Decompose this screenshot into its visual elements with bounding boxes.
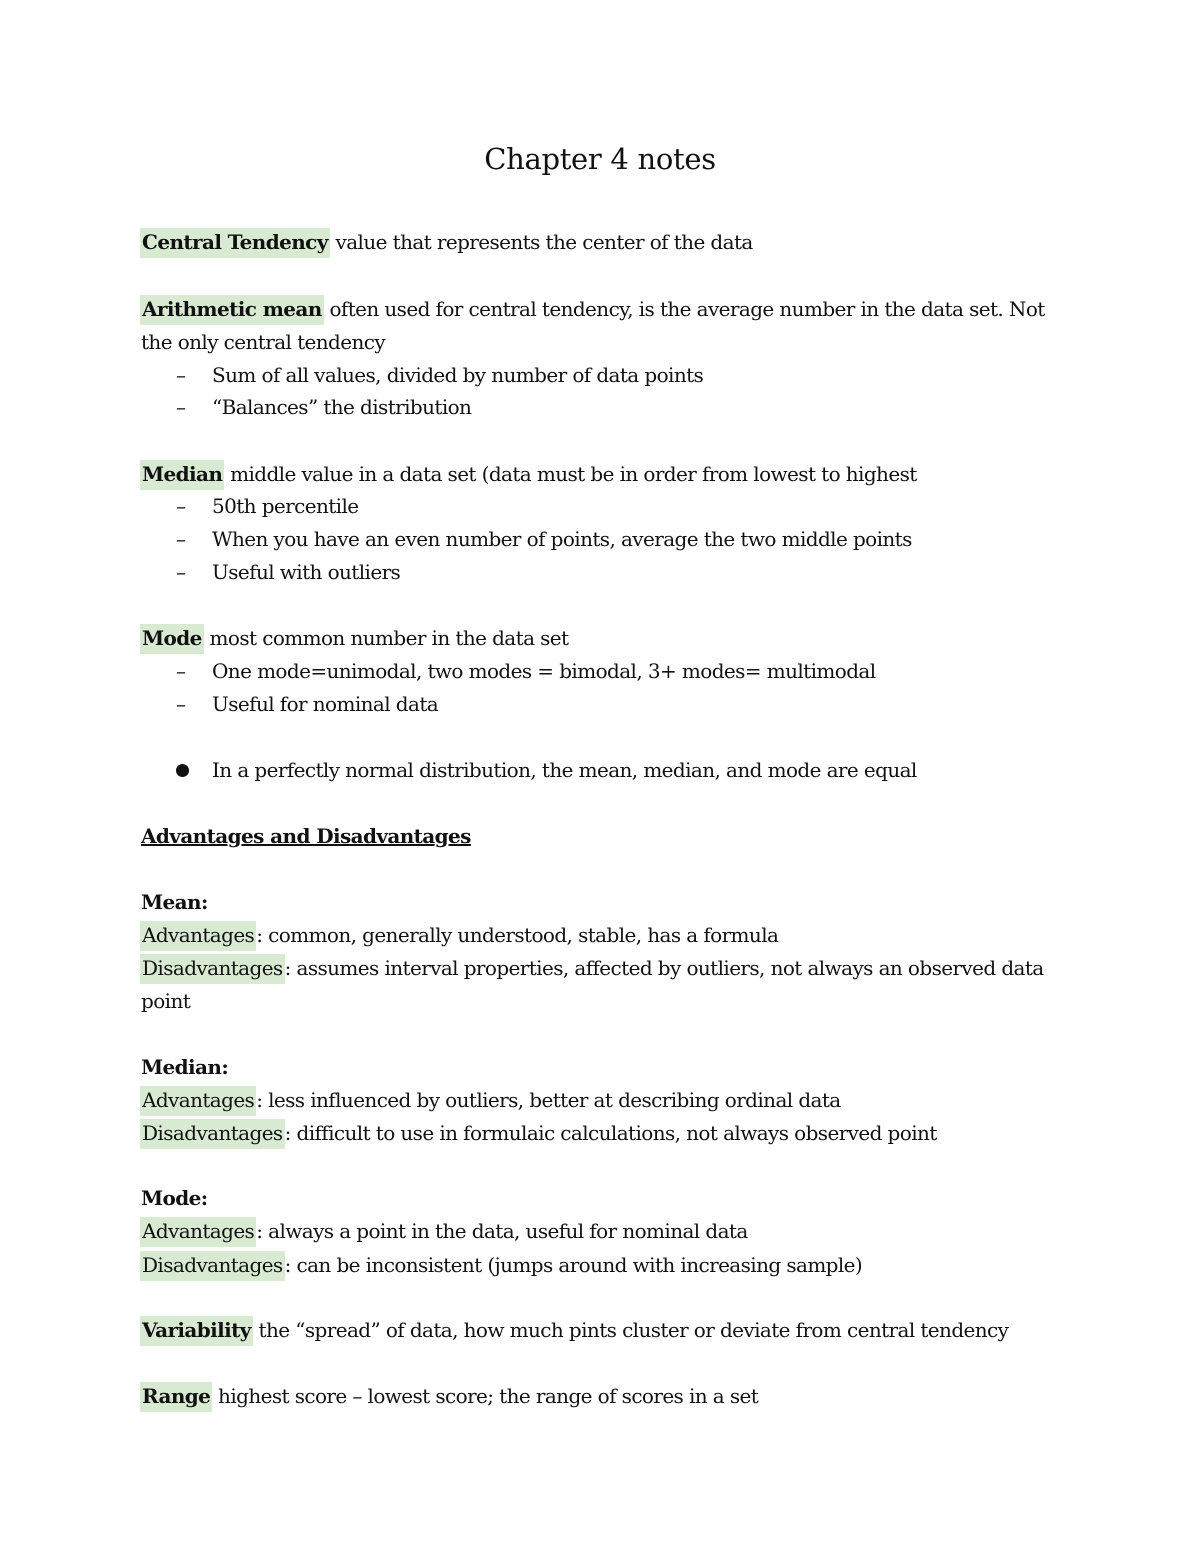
advantages-text: : less influenced by outliers, better at describing ordinal data <box>256 1088 841 1112</box>
mean-disadvantages <box>141 955 1044 981</box>
list-item <box>176 559 400 585</box>
disadvantages-text: : difficult to use in formulaic calculations, not always observed point <box>284 1121 937 1145</box>
dash-marker: – <box>176 527 186 551</box>
list-item-text: Sum of all values, divided by number of data points <box>212 363 704 387</box>
dash-marker: – <box>176 659 186 683</box>
list-item <box>176 526 912 552</box>
advantages-label: Advantages <box>140 921 256 951</box>
bullet-icon <box>176 764 189 777</box>
list-item <box>176 493 359 519</box>
mode-term: Mode <box>140 624 204 654</box>
dash-marker: – <box>176 560 186 584</box>
disadvantages-label: Disadvantages <box>140 1119 285 1149</box>
mode-heading: Mode: <box>141 1186 208 1210</box>
median-definition: middle value in a data set (data must be in order from lowest to highest <box>224 462 917 486</box>
disadvantages-text: : can be inconsistent (jumps around with increasing sample) <box>284 1253 863 1277</box>
list-item-text: One mode=unimodal, two modes = bimodal, 3+ modes= multimodal <box>212 659 876 683</box>
mean-heading: Mean: <box>141 890 208 914</box>
dash-marker: – <box>176 363 186 387</box>
advantages-text: : common, generally understood, stable, has a formula <box>256 923 779 947</box>
mean-disadvantages-continued: point <box>141 989 191 1013</box>
central-tendency-term: Central Tendency <box>140 228 330 258</box>
median-disadvantages <box>141 1120 937 1146</box>
list-item-text: 50th percentile <box>212 494 359 518</box>
median-term: Median <box>140 460 224 490</box>
arithmetic-mean-definition-continued: the only central tendency <box>141 330 386 354</box>
disadvantages-label: Disadvantages <box>140 954 285 984</box>
list-item <box>176 658 876 684</box>
list-item <box>176 362 703 388</box>
list-item <box>176 691 438 717</box>
median-advantages <box>141 1087 841 1113</box>
mode-disadvantages <box>141 1252 862 1278</box>
range-term: Range <box>140 1382 212 1412</box>
list-item-text: When you have an even number of points, average the two middle points <box>212 527 912 551</box>
range-paragraph <box>141 1383 758 1409</box>
list-item <box>176 394 471 420</box>
mode-definition: most common number in the data set <box>203 626 569 650</box>
advantages-text: : always a point in the data, useful for nominal data <box>256 1219 748 1243</box>
mode-advantages <box>141 1218 748 1244</box>
mean-advantages <box>141 922 778 948</box>
section-heading: Advantages and Disadvantages <box>141 824 471 848</box>
advantages-label: Advantages <box>140 1217 256 1247</box>
central-tendency-definition: value that represents the center of the data <box>329 230 753 254</box>
list-item-text: “Balances” the distribution <box>212 395 472 419</box>
arithmetic-mean-definition: often used for central tendency, is the average number in the data set. Not <box>323 297 1045 321</box>
list-item-text: Useful for nominal data <box>212 692 439 716</box>
disadvantages-text: : assumes interval properties, affected by outliers, not always an observed data <box>284 956 1044 980</box>
median-heading: Median: <box>141 1055 229 1079</box>
mode-paragraph <box>141 625 568 651</box>
arithmetic-mean-paragraph <box>141 296 1045 322</box>
dash-marker: – <box>176 692 186 716</box>
dash-marker: – <box>176 395 186 419</box>
page-title: Chapter 4 notes <box>484 142 716 176</box>
disadvantages-label: Disadvantages <box>140 1251 285 1281</box>
median-paragraph <box>141 461 917 487</box>
arithmetic-mean-term: Arithmetic mean <box>140 295 324 325</box>
range-definition: highest score – lowest score; the range of scores in a set <box>212 1384 759 1408</box>
variability-paragraph <box>141 1317 1008 1343</box>
central-tendency-paragraph <box>141 229 753 255</box>
normal-distribution-note <box>176 757 917 783</box>
list-item-text: Useful with outliers <box>212 560 401 584</box>
advantages-label: Advantages <box>140 1086 256 1116</box>
note-text: In a perfectly normal distribution, the mean, median, and mode are equal <box>212 758 917 782</box>
dash-marker: – <box>176 494 186 518</box>
variability-term: Variability <box>140 1316 253 1346</box>
variability-definition: the “spread” of data, how much pints cluster or deviate from central tendency <box>252 1318 1009 1342</box>
